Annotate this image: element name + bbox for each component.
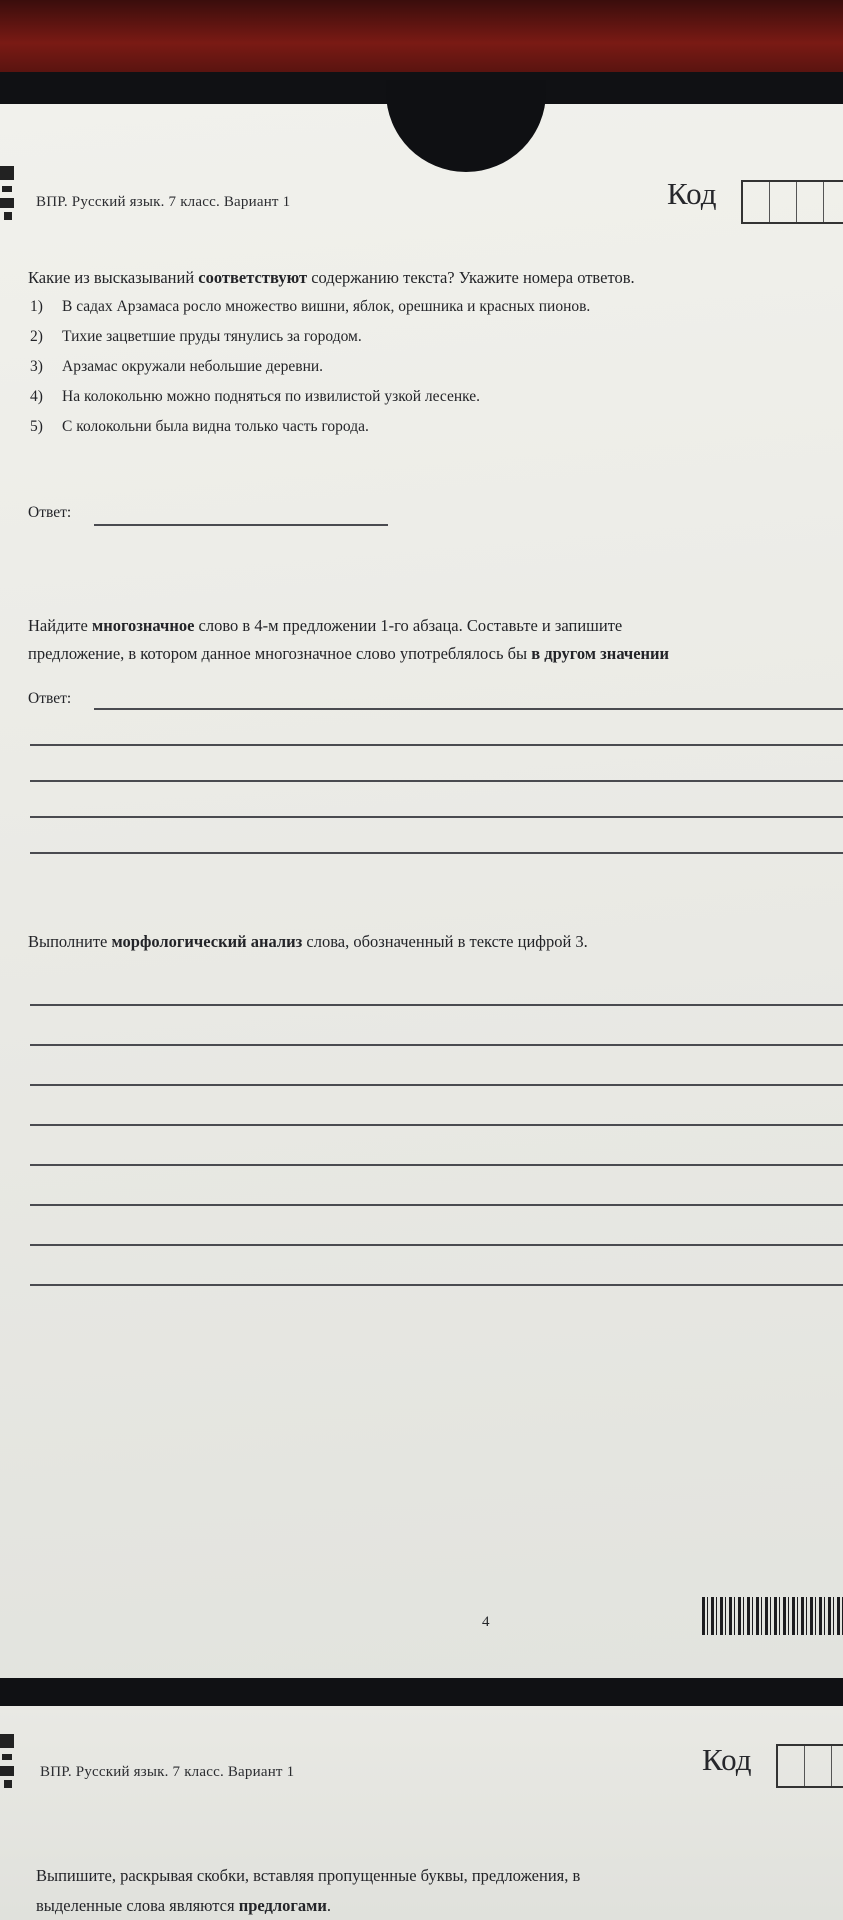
qr-code-icon [0,1734,16,1792]
task1-option-3: 3) Арзамас окружали небольшие деревни. [30,358,324,375]
task2-answer-line-4[interactable] [30,816,843,818]
task3-answer-line-1[interactable] [30,1004,843,1006]
code-label: Код [667,176,717,211]
task3-answer-line-3[interactable] [30,1084,843,1086]
next-code-label: Код [702,1742,752,1777]
task2-answer-line-2[interactable] [30,744,843,746]
task3-answer-line-7[interactable] [30,1244,843,1246]
task3-answer-line-6[interactable] [30,1204,843,1206]
task2-answer-line-3[interactable] [30,780,843,782]
task2-question-line1: Найдите многозначное слово в 4-м предложении 1-го абзаца. Составьте и запишите [28,616,623,635]
task3-answer-line-5[interactable] [30,1164,843,1166]
task1-answer-line[interactable] [94,524,388,526]
header-title: ВПР. Русский язык. 7 класс. Вариант 1 [36,194,291,210]
task1-option-4: 4) На колокольню можно подняться по извилистой узкой лесенке. [30,388,481,405]
code-boxes[interactable] [741,180,843,224]
task3-answer-line-8[interactable] [30,1284,843,1286]
task2-question-line2: предложение, в котором данное многозначное слово употреблялось бы в другом значении [28,644,670,663]
task2-answer-label: Ответ: [28,690,72,707]
task2-answer-line-1[interactable] [94,708,843,710]
next-worksheet-page [0,1706,843,1920]
task1-option-5: 5) С колокольни была видна только часть города. [30,418,369,435]
next-task-line2: выделенные слова являются предлогами. [36,1896,331,1915]
task1-answer-label: Ответ: [28,504,72,521]
barcode-icon [702,1597,843,1635]
page-number: 4 [482,1614,490,1630]
worksheet-page [0,104,843,1678]
next-header-title: ВПР. Русский язык. 7 класс. Вариант 1 [40,1764,295,1780]
task1-question: Какие из высказываний соответствуют содержанию текста? Укажите номера ответов. [28,268,635,287]
task3-answer-line-4[interactable] [30,1124,843,1126]
task1-option-2: 2) Тихие зацветшие пруды тянулись за городом. [30,328,362,345]
screen-top-bar [0,0,843,72]
task3-question: Выполните морфологический анализ слова, обозначенный в тексте цифрой 3. [28,932,588,951]
task3-answer-line-2[interactable] [30,1044,843,1046]
task1-option-1: 1) В садах Арзамаса росло множество вишни, яблок, орешника и красных пионов. [30,298,591,315]
qr-code-icon [0,166,16,224]
task2-answer-line-5[interactable] [30,852,843,854]
next-code-boxes[interactable] [776,1744,843,1788]
next-task-line1: Выпишите, раскрывая скобки, вставляя пропущенные буквы, предложения, в [36,1866,581,1885]
